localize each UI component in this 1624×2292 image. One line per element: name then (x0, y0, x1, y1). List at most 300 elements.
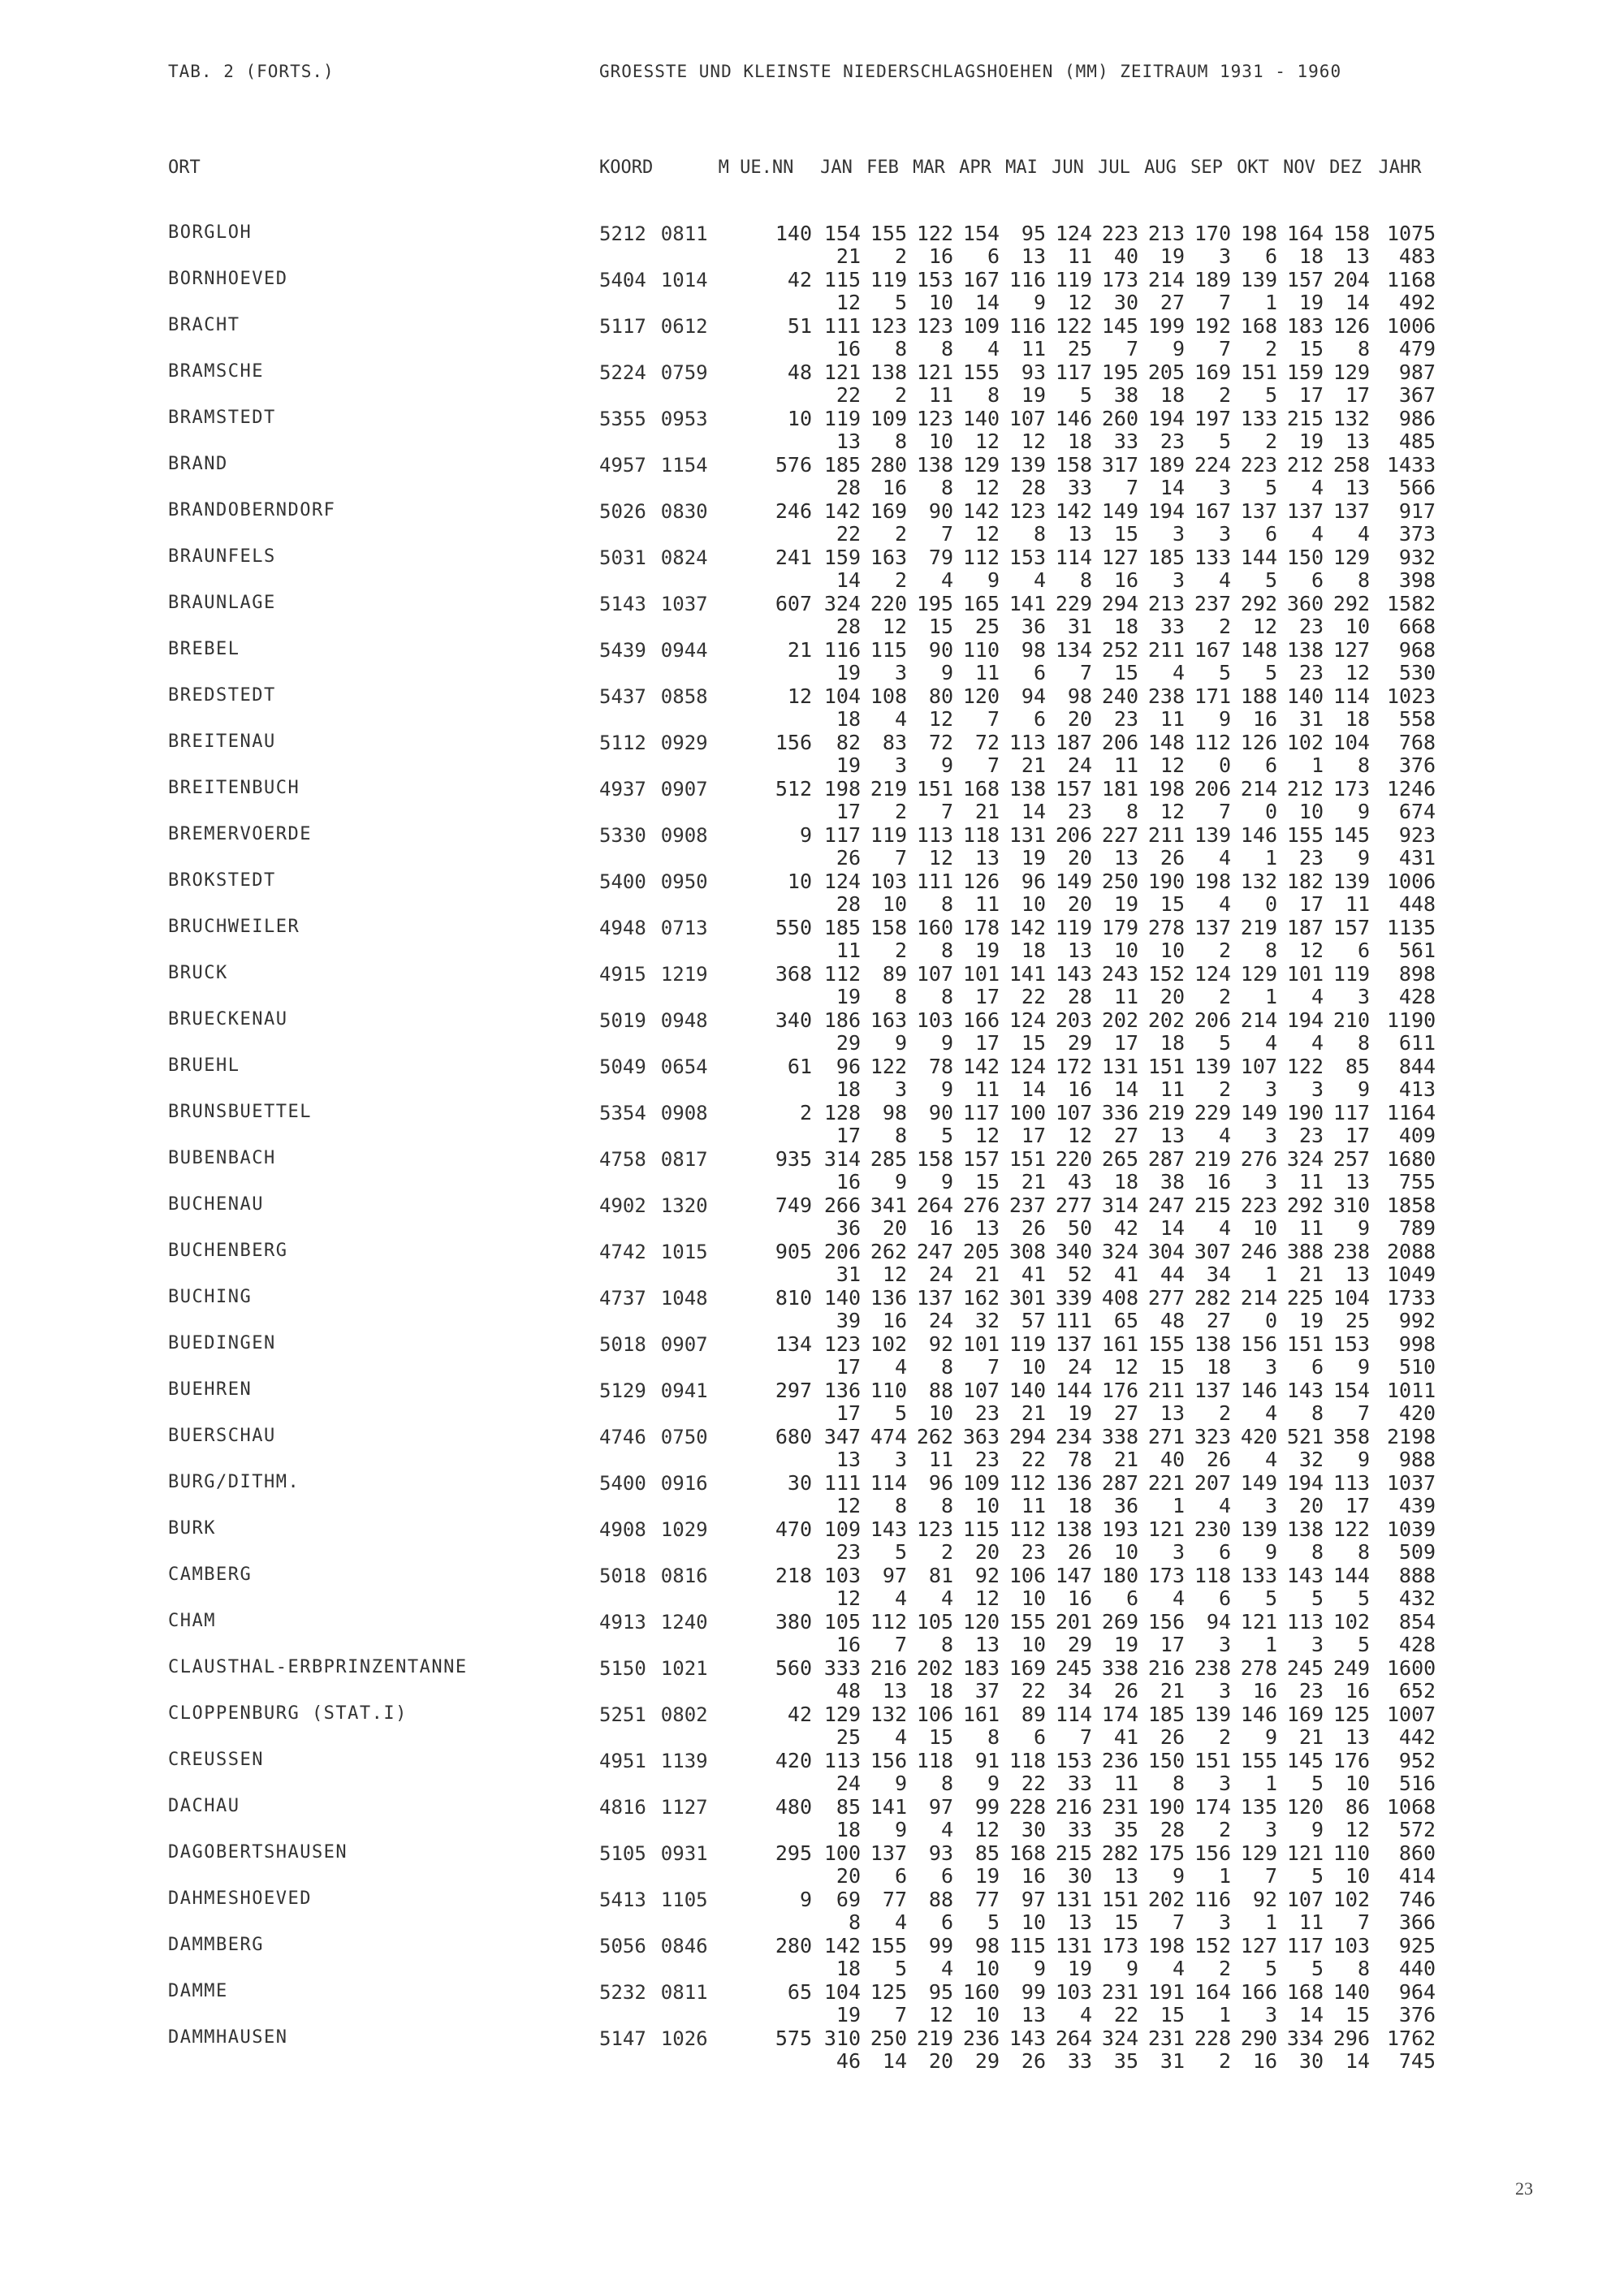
min-value-cell: 14 (836, 568, 861, 592)
min-value-cell: 9 (894, 1031, 907, 1055)
min-value-cell: 5 (1079, 383, 1092, 407)
col-month: SEP (1190, 158, 1223, 178)
max-value-cell: 77 (882, 1888, 907, 1911)
station-altitude: 51 (787, 314, 812, 338)
min-value-cell: 398 (1398, 568, 1436, 592)
min-value-cell: 30 (1067, 1864, 1092, 1888)
max-value-cell: 294 (1101, 592, 1138, 615)
max-value-cell: 149 (1101, 499, 1138, 523)
max-value-cell: 140 (1332, 1980, 1370, 2004)
max-value-cell: 347 (823, 1425, 861, 1448)
min-value-cell: 29 (1067, 1031, 1092, 1055)
max-value-cell: 129 (1332, 546, 1370, 569)
min-value-cell: 17 (1021, 1124, 1046, 1147)
max-value-cell: 183 (1286, 314, 1324, 338)
station-altitude: 9 (799, 823, 812, 847)
min-value-cell: 19 (1160, 244, 1185, 268)
min-value-cell: 16 (1206, 1170, 1231, 1193)
coord-lat: 4737 (599, 1287, 646, 1310)
max-value-cell: 287 (1147, 1147, 1185, 1171)
max-value-cell: 109 (962, 1471, 1000, 1495)
max-value-cell: 123 (916, 407, 953, 430)
min-value-cell: 8 (1357, 337, 1370, 360)
station-name: DAMMBERG (168, 1935, 264, 1955)
min-value-cell: 409 (1398, 1124, 1436, 1147)
min-value-cell: 13 (974, 846, 1000, 870)
coord-lon: 0811 (660, 1981, 708, 2004)
max-value-cell: 118 (962, 823, 1000, 847)
max-value-cell: 238 (1332, 1240, 1370, 1263)
min-value-cell: 9 (940, 661, 953, 684)
station-coordinates (599, 963, 708, 986)
min-value-cell: 31 (1160, 2049, 1185, 2073)
max-value-cell: 126 (962, 870, 1000, 893)
min-value-cell: 27 (1113, 1401, 1138, 1425)
min-value-cell: 2 (1218, 1818, 1231, 1841)
min-value-cell: 19 (836, 661, 861, 684)
min-value-cell: 2 (1218, 1401, 1231, 1425)
max-value-cell: 121 (1286, 1841, 1324, 1865)
min-value-cell: 16 (882, 476, 907, 499)
min-value-cell: 4 (1357, 522, 1370, 546)
max-value-cell: 111 (916, 870, 953, 893)
max-value-cell: 101 (962, 962, 1000, 986)
min-value-cell: 1 (1264, 1910, 1277, 1934)
min-value-cell: 12 (1252, 615, 1277, 638)
min-value-cell: 16 (1252, 707, 1277, 731)
min-value-cell: 34 (1067, 1679, 1092, 1703)
max-value-cell: 166 (1240, 1980, 1277, 2004)
min-value-cell: 14 (1160, 476, 1185, 499)
max-value-cell: 198 (1240, 222, 1277, 245)
station-coordinates (599, 1842, 708, 1865)
min-value-cell: 16 (928, 244, 953, 268)
max-value-cell: 139 (1194, 1703, 1231, 1726)
min-value-cell: 11 (1345, 892, 1370, 916)
min-value-cell: 3 (1311, 1633, 1324, 1656)
min-value-cell: 3 (1311, 1077, 1324, 1101)
max-value-cell: 151 (1286, 1332, 1324, 1356)
station-altitude: 480 (775, 1795, 812, 1819)
station-altitude: 42 (787, 268, 812, 291)
min-value-cell: 12 (1298, 939, 1324, 962)
min-value-cell: 4 (1218, 846, 1231, 870)
min-value-cell: 12 (974, 1124, 1000, 1147)
max-value-cell: 97 (882, 1564, 907, 1587)
min-value-cell: 12 (974, 1586, 1000, 1610)
min-value-cell: 8 (940, 1633, 953, 1656)
max-value-cell: 223 (1101, 222, 1138, 245)
station-name: DAMME (168, 1981, 228, 2001)
max-value-cell: 161 (1101, 1332, 1138, 1356)
max-value-cell: 101 (1286, 962, 1324, 986)
station-altitude: 607 (775, 592, 812, 615)
min-value-cell: 33 (1113, 429, 1138, 453)
max-value-cell: 112 (1009, 1517, 1046, 1541)
station-name: CAMBERG (168, 1565, 253, 1585)
max-value-cell: 1858 (1387, 1193, 1436, 1217)
max-value-cell: 292 (1332, 592, 1370, 615)
min-value-cell: 14 (1345, 291, 1370, 314)
max-value-cell: 139 (1240, 268, 1277, 291)
max-value-cell: 860 (1398, 1841, 1436, 1865)
station-coordinates (599, 1611, 708, 1634)
max-value-cell: 250 (1101, 870, 1138, 893)
max-value-cell: 987 (1398, 360, 1436, 384)
coord-lon: 0953 (660, 408, 708, 430)
max-value-cell: 269 (1101, 1610, 1138, 1634)
min-value-cell: 11 (974, 1077, 1000, 1101)
col-month: MAR (913, 158, 945, 178)
min-value-cell: 14 (1298, 2003, 1324, 2027)
min-value-cell: 510 (1398, 1355, 1436, 1379)
max-value-cell: 115 (1009, 1934, 1046, 1957)
max-value-cell: 185 (1147, 546, 1185, 569)
min-value-cell: 26 (1067, 1540, 1092, 1564)
max-value-cell: 93 (928, 1841, 953, 1865)
min-value-cell: 10 (1021, 892, 1046, 916)
max-value-cell: 142 (1055, 499, 1092, 523)
min-value-cell: 18 (836, 707, 861, 731)
coord-lon: 0907 (660, 778, 708, 801)
min-value-cell: 1 (1264, 291, 1277, 314)
min-value-cell: 36 (1021, 615, 1046, 638)
max-value-cell: 238 (1147, 684, 1185, 708)
min-value-cell: 9 (1218, 707, 1231, 731)
max-value-cell: 90 (928, 638, 953, 662)
min-value-cell: 23 (1298, 846, 1324, 870)
min-value-cell: 10 (1021, 1633, 1046, 1656)
station-row (0, 500, 1624, 546)
min-value-cell: 9 (1172, 1864, 1185, 1888)
max-value-cell: 155 (962, 360, 1000, 384)
min-value-cell: 9 (940, 1170, 953, 1193)
station-altitude: 810 (775, 1286, 812, 1310)
min-value-cell: 11 (1113, 753, 1138, 777)
min-value-cell: 18 (1160, 1031, 1185, 1055)
min-value-cell: 21 (1298, 1725, 1324, 1749)
max-value-cell: 140 (1286, 684, 1324, 708)
max-value-cell: 336 (1101, 1101, 1138, 1124)
min-value-cell: 13 (1160, 1124, 1185, 1147)
max-value-cell: 165 (962, 592, 1000, 615)
min-value-cell: 3 (1264, 1494, 1277, 1517)
min-value-cell: 4 (1218, 1494, 1231, 1517)
max-value-cell: 129 (962, 453, 1000, 477)
station-row (0, 1379, 1624, 1426)
station-coordinates (599, 500, 708, 523)
max-value-cell: 236 (962, 2027, 1000, 2050)
col-koord: KOORD (599, 158, 654, 178)
max-value-cell: 169 (1286, 1703, 1324, 1726)
min-value-cell: 33 (1067, 476, 1092, 499)
station-row (0, 1611, 1624, 1657)
min-value-cell: 4 (1218, 568, 1231, 592)
max-value-cell: 112 (1194, 731, 1231, 754)
max-value-cell: 169 (1009, 1656, 1046, 1680)
min-value-cell: 413 (1398, 1077, 1436, 1101)
min-value-cell: 18 (836, 1818, 861, 1841)
min-value-cell: 40 (1160, 1448, 1185, 1471)
max-value-cell: 102 (870, 1332, 907, 1356)
min-value-cell: 13 (1345, 244, 1370, 268)
min-value-cell: 9 (1125, 1957, 1138, 1980)
min-value-cell: 367 (1398, 383, 1436, 407)
max-value-cell: 151 (916, 777, 953, 801)
max-value-cell: 168 (1009, 1841, 1046, 1865)
min-value-cell: 8 (1311, 1540, 1324, 1564)
min-value-cell: 38 (1113, 383, 1138, 407)
min-value-cell: 10 (1252, 1216, 1277, 1240)
min-value-cell: 7 (1218, 337, 1231, 360)
max-value-cell: 123 (1009, 499, 1046, 523)
max-value-cell: 137 (1055, 1332, 1092, 1356)
max-value-cell: 333 (823, 1656, 861, 1680)
min-value-cell: 12 (1113, 1355, 1138, 1379)
max-value-cell: 334 (1286, 2027, 1324, 2050)
max-value-cell: 109 (823, 1517, 861, 1541)
max-value-cell: 276 (1240, 1147, 1277, 1171)
min-value-cell: 17 (1345, 1124, 1370, 1147)
max-value-cell: 139 (1240, 1517, 1277, 1541)
min-value-cell: 19 (1113, 1633, 1138, 1656)
min-value-cell: 18 (1067, 429, 1092, 453)
min-value-cell: 440 (1398, 1957, 1436, 1980)
coord-lon: 0612 (660, 315, 708, 338)
max-value-cell: 360 (1286, 592, 1324, 615)
min-value-cell: 4 (1218, 1124, 1231, 1147)
max-value-cell: 212 (1286, 453, 1324, 477)
station-coordinates (599, 1888, 708, 1911)
min-value-cell: 9 (1357, 846, 1370, 870)
min-value-cell: 26 (1160, 846, 1185, 870)
min-value-cell: 23 (1067, 800, 1092, 823)
min-value-cell: 14 (1345, 2049, 1370, 2073)
max-value-cell: 278 (1240, 1656, 1277, 1680)
station-name: BUERSCHAU (168, 1426, 276, 1446)
max-value-cell: 158 (870, 916, 907, 939)
max-value-cell: 122 (1332, 1517, 1370, 1541)
station-altitude: 935 (775, 1147, 812, 1171)
max-value-cell: 237 (1194, 592, 1231, 615)
max-value-cell: 109 (962, 314, 1000, 338)
max-value-cell: 120 (1286, 1795, 1324, 1819)
station-row (0, 685, 1624, 732)
station-row (0, 361, 1624, 408)
max-value-cell: 139 (1332, 870, 1370, 893)
station-row (0, 2027, 1624, 2074)
station-coordinates (599, 1750, 708, 1772)
max-value-cell: 146 (1240, 823, 1277, 847)
coord-lon: 1029 (660, 1518, 708, 1541)
max-value-cell: 148 (1147, 731, 1185, 754)
max-value-cell: 142 (823, 499, 861, 523)
max-value-cell: 324 (1101, 1240, 1138, 1263)
max-value-cell: 78 (928, 1055, 953, 1078)
min-value-cell: 3 (1218, 476, 1231, 499)
min-value-cell: 19 (1298, 429, 1324, 453)
min-value-cell: 25 (1345, 1309, 1370, 1332)
max-value-cell: 324 (1286, 1147, 1324, 1171)
max-value-cell: 301 (1009, 1286, 1046, 1310)
min-value-cell: 3 (1264, 1077, 1277, 1101)
max-value-cell: 142 (823, 1934, 861, 1957)
coord-lat: 5224 (599, 361, 646, 384)
max-value-cell: 219 (1147, 1101, 1185, 1124)
station-row (0, 1194, 1624, 1241)
max-value-cell: 158 (1055, 453, 1092, 477)
max-value-cell: 223 (1240, 453, 1277, 477)
station-row (0, 1518, 1624, 1565)
max-value-cell: 107 (1240, 1055, 1277, 1078)
max-value-cell: 1168 (1387, 268, 1436, 291)
max-value-cell: 91 (974, 1749, 1000, 1772)
max-value-cell: 212 (1286, 777, 1324, 801)
max-value-cell: 85 (1345, 1055, 1370, 1078)
max-value-cell: 1582 (1387, 592, 1436, 615)
station-name: CLOPPENBURG (STAT.I) (168, 1703, 408, 1724)
min-value-cell: 558 (1398, 707, 1436, 731)
max-value-cell: 923 (1398, 823, 1436, 847)
min-value-cell: 7 (1125, 476, 1138, 499)
max-value-cell: 69 (836, 1888, 861, 1911)
max-value-cell: 324 (1101, 2027, 1138, 2050)
min-value-cell: 2 (940, 1540, 953, 1564)
min-value-cell: 12 (974, 429, 1000, 453)
min-value-cell: 2 (894, 568, 907, 592)
min-value-cell: 9 (1357, 800, 1370, 823)
max-value-cell: 180 (1101, 1564, 1138, 1587)
max-value-cell: 1733 (1387, 1286, 1436, 1310)
max-value-cell: 161 (962, 1703, 1000, 1726)
max-value-cell: 151 (1240, 360, 1277, 384)
max-value-cell: 131 (1055, 1888, 1092, 1911)
station-altitude: 295 (775, 1841, 812, 1865)
max-value-cell: 126 (1240, 731, 1277, 754)
station-name: BUCHING (168, 1287, 253, 1307)
min-value-cell: 2 (1264, 337, 1277, 360)
max-value-cell: 229 (1055, 592, 1092, 615)
min-value-cell: 13 (1345, 429, 1370, 453)
max-value-cell: 1164 (1387, 1101, 1436, 1124)
coord-lat: 5355 (599, 408, 646, 430)
min-value-cell: 16 (836, 1633, 861, 1656)
min-value-cell: 8 (1079, 568, 1092, 592)
max-value-cell: 110 (1332, 1841, 1370, 1865)
min-value-cell: 17 (836, 800, 861, 823)
station-coordinates (599, 1009, 708, 1032)
max-value-cell: 124 (823, 870, 861, 893)
coord-lon: 1037 (660, 593, 708, 615)
min-value-cell: 4 (1311, 522, 1324, 546)
min-value-cell: 28 (1160, 1818, 1185, 1841)
min-value-cell: 23 (1298, 661, 1324, 684)
min-value-cell: 2 (1218, 985, 1231, 1008)
max-value-cell: 132 (1332, 407, 1370, 430)
min-value-cell: 7 (1125, 337, 1138, 360)
max-value-cell: 138 (1194, 1332, 1231, 1356)
coord-lon: 1154 (660, 454, 708, 477)
max-value-cell: 260 (1101, 407, 1138, 430)
min-value-cell: 5 (894, 291, 907, 314)
min-value-cell: 13 (836, 1448, 861, 1471)
min-value-cell: 9 (894, 1818, 907, 1841)
min-value-cell: 4 (940, 568, 953, 592)
max-value-cell: 932 (1398, 546, 1436, 569)
coord-lat: 4951 (599, 1750, 646, 1772)
max-value-cell: 98 (1021, 638, 1046, 662)
station-altitude: 61 (787, 1055, 812, 1078)
station-row (0, 454, 1624, 500)
min-value-cell: 6 (1033, 707, 1046, 731)
max-value-cell: 844 (1398, 1055, 1436, 1078)
min-value-cell: 29 (974, 2049, 1000, 2073)
min-value-cell: 22 (836, 383, 861, 407)
station-coordinates (599, 1055, 708, 1078)
min-value-cell: 26 (1113, 1679, 1138, 1703)
min-value-cell: 10 (974, 1494, 1000, 1517)
max-value-cell: 133 (1194, 546, 1231, 569)
min-value-cell: 1 (1264, 1263, 1277, 1286)
max-value-cell: 206 (1055, 823, 1092, 847)
min-value-cell: 3 (1264, 2003, 1277, 2027)
min-value-cell: 26 (1021, 2049, 1046, 2073)
coord-lon: 0907 (660, 1333, 708, 1356)
coord-lat: 4913 (599, 1611, 646, 1634)
max-value-cell: 89 (1021, 1703, 1046, 1726)
station-row (0, 778, 1624, 824)
max-value-cell: 151 (1194, 1749, 1231, 1772)
max-value-cell: 93 (1021, 360, 1046, 384)
table-title: GROESSTE UND KLEINSTE NIEDERSCHLAGSHOEHEN (MM) ZEITRAUM 1931 - 1960 (599, 62, 1342, 81)
min-value-cell: 21 (836, 244, 861, 268)
min-value-cell: 11 (1298, 1910, 1324, 1934)
max-value-cell: 768 (1398, 731, 1436, 754)
coord-lat: 4746 (599, 1426, 646, 1448)
station-name: BRAUNLAGE (168, 593, 276, 613)
min-value-cell: 2 (1218, 939, 1231, 962)
min-value-cell: 21 (1160, 1679, 1185, 1703)
max-value-cell: 120 (962, 1610, 1000, 1634)
station-row (0, 1657, 1624, 1703)
min-value-cell: 668 (1398, 615, 1436, 638)
min-value-cell: 33 (1067, 1772, 1092, 1795)
station-name: BREMERVOERDE (168, 824, 312, 844)
coord-lon: 0759 (660, 361, 708, 384)
min-value-cell: 19 (1298, 291, 1324, 314)
max-value-cell: 122 (916, 222, 953, 245)
max-value-cell: 144 (1240, 546, 1277, 569)
min-value-cell: 5 (1218, 1031, 1231, 1055)
max-value-cell: 1680 (1387, 1147, 1436, 1171)
col-ort: ORT (168, 158, 201, 178)
max-value-cell: 134 (1055, 638, 1092, 662)
min-value-cell: 12 (928, 707, 953, 731)
max-value-cell: 159 (1286, 360, 1324, 384)
max-value-cell: 194 (1147, 499, 1185, 523)
min-value-cell: 8 (940, 1494, 953, 1517)
min-value-cell: 3 (1264, 1818, 1277, 1841)
min-value-cell: 18 (1345, 707, 1370, 731)
max-value-cell: 156 (1240, 1332, 1277, 1356)
min-value-cell: 12 (882, 615, 907, 638)
max-value-cell: 1006 (1387, 314, 1436, 338)
coord-lat: 5143 (599, 593, 646, 615)
max-value-cell: 388 (1286, 1240, 1324, 1263)
max-value-cell: 116 (1009, 268, 1046, 291)
min-value-cell: 4 (1311, 1031, 1324, 1055)
min-value-cell: 2 (1218, 1077, 1231, 1101)
